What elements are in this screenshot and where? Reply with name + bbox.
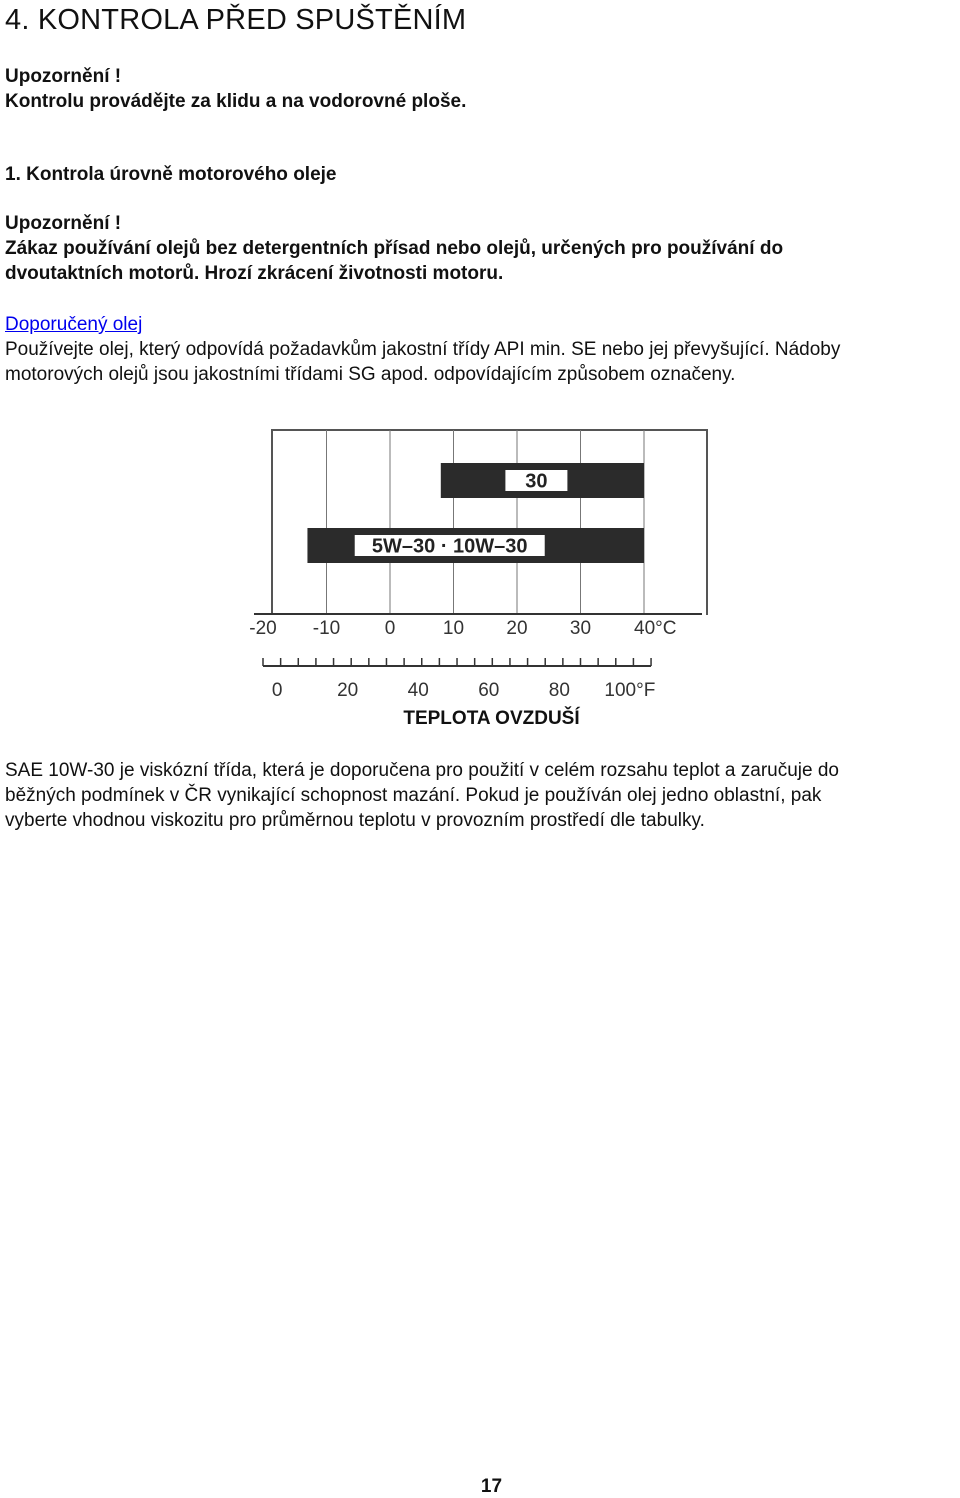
warning-title-2: Upozornění ! xyxy=(5,213,122,234)
fahrenheit-tick-label: 20 xyxy=(337,680,359,701)
warning-text-1: Kontrolu provádějte za klidu a na vodorovné ploše. xyxy=(5,91,467,112)
viscosity-chart xyxy=(240,420,720,710)
fahrenheit-tick-label: 0 xyxy=(271,680,283,701)
page-title: 4. KONTROLA PŘED SPUŠTĚNÍM xyxy=(5,4,467,36)
paragraph-line-2: běžných podmínek v ČR vynikající schopnost mazání. Pokud je používán olej jedno oblastní, pak xyxy=(5,785,822,806)
fahrenheit-tick-label: 60 xyxy=(478,680,500,701)
paragraph-line-3: vyberte vhodnou viskozitu pro průměrnou teplotu v provozním prostředí dle tabulky. xyxy=(5,810,705,831)
chart-title: TEPLOTA OVZDUŠÍ xyxy=(403,708,580,729)
celsius-tick-label: 10 xyxy=(442,618,465,639)
celsius-tick-label: 20 xyxy=(506,618,528,639)
celsius-tick-label: 30 xyxy=(569,618,592,639)
recommended-text-2: motorových olejů jsou jakostními třídami SG apod. odpovídajícím způsobem označeny. xyxy=(5,364,736,385)
fahrenheit-tick-label: 100°F xyxy=(604,680,656,701)
chart-bars xyxy=(307,463,644,563)
warning-title-1: Upozornění ! xyxy=(5,66,122,87)
recommended-text-1: Používejte olej, který odpovídá požadavkům jakostní třídy API min. SE nebo jej převyšující. Nádoby xyxy=(5,339,841,360)
chart-border xyxy=(272,430,707,615)
paragraph-line-1: SAE 10W-30 je viskózní třída, která je doporučena pro použití v celém rozsahu teplot a zaručuje do xyxy=(5,760,839,781)
fahrenheit-tick-label: 40 xyxy=(407,680,429,701)
bar-label: 5W–30 · 10W–30 xyxy=(371,535,528,558)
fahrenheit-tick-label: 80 xyxy=(548,680,570,701)
celsius-tick-label: -10 xyxy=(312,618,341,639)
celsius-tick-label: 40°C xyxy=(634,618,677,639)
chart-frame xyxy=(272,430,707,615)
bar-label: 30 xyxy=(525,470,548,493)
celsius-tick-label: -20 xyxy=(249,618,277,639)
fahrenheit-axis xyxy=(263,658,655,701)
section-heading-oil: 1. Kontrola úrovně motorového oleje xyxy=(5,164,337,185)
recommended-oil-link[interactable]: Doporučený olej xyxy=(5,314,143,335)
warning-text-2b: dvoutaktních motorů. Hrozí zkrácení životnosti motoru. xyxy=(5,263,504,284)
warning-text-2a: Zákaz používání olejů bez detergentních přísad nebo olejů, určených pro používání do xyxy=(5,238,784,259)
celsius-tick-label: 0 xyxy=(384,618,396,639)
celsius-axis xyxy=(249,614,702,639)
page-number: 17 xyxy=(480,1476,503,1497)
